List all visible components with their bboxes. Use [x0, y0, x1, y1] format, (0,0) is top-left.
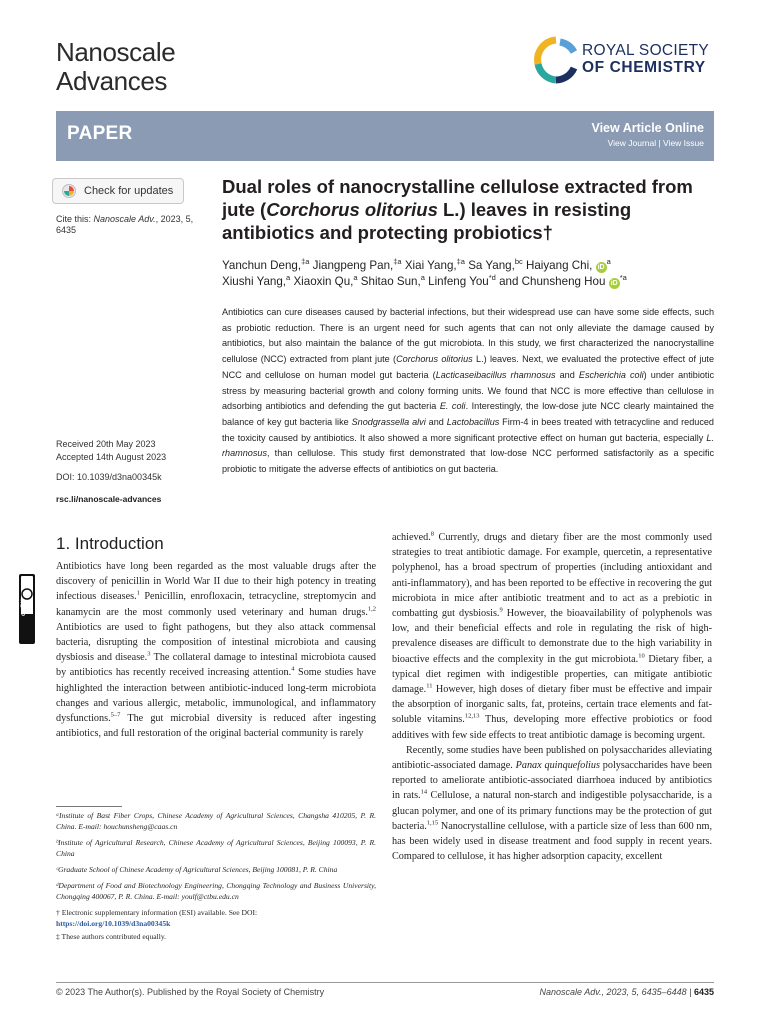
esi-doi-link[interactable]: https://doi.org/10.1039/d3na00345k: [56, 919, 171, 928]
title-part1: Dual roles of nanocrystalline cellulose extracted from jute (: [222, 176, 693, 220]
text-run: polysaccharides have been reported to ameliorate antibiotic-associated diarrhoea induced by antibiotics in rats.: [392, 760, 712, 802]
check-updates-label: Check for updates: [84, 185, 174, 197]
esi-text: † Electronic supplementary information (ESI) available. See DOI:: [56, 908, 258, 917]
received-date: Received 20th May 2023: [56, 439, 156, 449]
text-run: Penicillin, enrofloxacin, tetracycline, streptomycin and kanamycin are the most commonly used veterinary and human drugs.: [56, 591, 376, 618]
text-run: . Interestingly, the low-dose jute NCC clearly maintained the balance of key gut bacteria like: [222, 401, 714, 427]
view-article-online-link[interactable]: View Article Online: [591, 121, 704, 135]
citation-ref: 11: [426, 682, 433, 690]
author-affiliation-marker: *d: [488, 273, 496, 283]
text-run: ) under antibiotic stress by measuring bacterial growth and colony forming units. We found that NCC is more effective than cellulose in adsorbing antibiotics and defending the gut bacteria: [222, 369, 714, 412]
article-type-label: PAPER: [67, 123, 133, 144]
check-updates-icon: [62, 184, 76, 198]
citation-ref: 1: [136, 590, 140, 598]
author-affiliation-marker: a: [286, 273, 291, 283]
text-run: Thus, developing more effective probiotics or food additives with few side effects to treat antibiotic damage is becoming urgent.: [392, 714, 712, 741]
footer-divider: [56, 982, 714, 983]
text-run: The collateral damage to intestinal microbiota caused by antibiotics has recently received increasing attention.: [56, 652, 376, 679]
italic-term: Corchorus olitorius: [396, 354, 473, 365]
text-run: Recently, some studies have been published on polysaccharides alleviating antibiotic-associated damage.: [392, 744, 712, 772]
affiliation-c: ᶜGraduate School of Chinese Academy of Agricultural Sciences, Beijing 100081, P. R. China: [56, 865, 338, 874]
text-run: The gut microbial diversity is reduced after ingesting antibiotics, and full restoration of the original bacterial community is rarely: [56, 713, 376, 740]
cite-label: Cite this:: [56, 214, 92, 224]
citation-ref: 8: [430, 530, 434, 538]
article-title: [222, 175, 722, 244]
author-name: Jiangpeng Pan,: [312, 259, 394, 272]
citation-ref: 10: [638, 652, 645, 660]
section-heading-introduction: 1. Introduction: [56, 534, 164, 553]
italic-term: Lacticaseibacillus rhamnosus: [435, 369, 556, 380]
author-name: Shitao Sun,: [360, 275, 421, 288]
text-run: and: [555, 369, 579, 380]
journal-name-line2: Advances: [56, 66, 167, 96]
doi-text: DOI: 10.1039/d3na00345k: [56, 472, 162, 482]
author-name: and Chunsheng Hou: [499, 275, 606, 288]
publisher-line1: ROYAL SOCIETY: [582, 42, 710, 59]
journal-name: [56, 38, 256, 96]
citation-ref: 4: [291, 666, 295, 674]
italic-term: Snodgrassella alvi: [351, 416, 426, 427]
title-part2: L.) leaves in resisting antibiotics and protecting probiotics†: [222, 199, 632, 243]
italic-term: Escherichia coli: [578, 369, 644, 380]
author-affiliation-marker: ‡a: [393, 257, 402, 267]
affiliation-d: ᵈDepartment of Food and Biotechnology Engineering, Chongqing Technology and Business University, Chongqing 400067, P. R. China. E-mail: youlf@ctbu.edu.cn: [56, 881, 376, 901]
footer-copyright: © 2023 The Author(s). Published by the Royal Society of Chemistry: [56, 987, 325, 997]
cite-journal: Nanoscale Adv.: [93, 214, 156, 224]
author-name: Xiushi Yang,: [222, 275, 287, 288]
citation-ref: 14: [420, 789, 428, 797]
affiliation-a: ᵃInstitute of Bast Fiber Crops, Chinese Academy of Agricultural Sciences, Changsha 410205, P. R. China. E-mail: houchunsheng@caas.cn: [56, 811, 376, 831]
body-paragraph: [392, 743, 712, 865]
text-run: Cellulose, a natural non-starch and indigestible polysaccharide, is a glucan polymer, and one of its primary functions may be the protection of gut bacteria.: [392, 790, 712, 832]
received-dates: [56, 438, 216, 464]
publisher-line2: OF CHEMISTRY: [582, 59, 706, 76]
author-affiliation-marker: a: [353, 273, 358, 283]
text-run: Antibiotics can cure diseases caused by bacterial infections, but their widespread use can have some side effects, such as probiotic reduction. There is an urgent need for such agents that can not only alleviate the damage caused by antibiotics, but also maintain the balance of the gut microbiota. In this study, we first characterized the nanocrystalline cellulose (NCC) extracted from plant jute (: [222, 307, 714, 365]
author-affiliation-marker: *a: [619, 273, 627, 283]
cite-detail: , 2023, 5, 6435: [56, 214, 194, 235]
body-paragraph: [392, 530, 712, 743]
title-italic: Corchorus olitorius: [266, 199, 438, 220]
text-run: Firm-4 in bees treated with tetracycline and reduced the toxicity caused by antibiotics. It also showed a more significant protective effect on human gut bacteria, especially: [222, 416, 714, 443]
italic-term: Panax quinquefolius: [515, 760, 600, 772]
text-run: Antibiotics are used to fight pathogens, but they also attack commensal bacteria, disrupting the composition of intestinal microbiota and causing dysbiosis and disease.: [56, 621, 376, 664]
italic-term: Lactobacillus: [446, 416, 500, 427]
author-list: [222, 258, 712, 290]
orcid-icon[interactable]: iD: [597, 264, 605, 271]
text-run: achieved.: [392, 532, 431, 543]
italic-term: E. coli: [439, 401, 466, 412]
body-paragraph: [56, 559, 376, 741]
author-name: Linfeng You: [428, 275, 489, 288]
citation-info: [56, 214, 206, 236]
citation-ref: 1,2: [367, 605, 376, 613]
check-for-updates-button[interactable]: [52, 178, 184, 204]
citation-ref: 9: [499, 606, 503, 614]
author-affiliation-marker: a: [420, 273, 425, 283]
author-name: Xiai Yang,: [404, 259, 457, 272]
footer-citation: [540, 987, 715, 997]
text-run: and: [425, 416, 447, 427]
orcid-icon[interactable]: iD: [610, 280, 618, 287]
text-run: However, high doses of dietary fiber must be effective and impair the absorption of inorganic salts, fat, proteins, certain trace elements and fat-soluble vitamins.: [392, 684, 712, 726]
citation-ref: 1,15: [426, 819, 439, 827]
author-affiliation-marker: a: [606, 257, 611, 267]
license-text: cc BY: [21, 599, 27, 616]
footnotes: [56, 810, 376, 947]
text-run: However, the bioavailability of polyphenols was low, and their beneficial effects and role in regulating the risk of high-prevalence diseases are difficult to demonstrate due to the high variability in bioactive effects and the complexity in the gut microbiota.: [392, 608, 713, 665]
author-affiliation-marker: bc: [514, 257, 523, 267]
footer-citation-text: Nanoscale Adv., 2023, 5, 6435–6448 |: [539, 987, 692, 997]
abstract: [222, 305, 714, 478]
text-run: Some studies have highlighted the interaction between antibiotic-induced long-term microbiota changes and various allergic, metabolic, immunological, and inflammatory dysfunctions.: [56, 667, 376, 725]
footnote-divider: [56, 806, 122, 807]
citation-ref: 3: [147, 650, 151, 658]
author-affiliation-marker: ‡a: [456, 257, 465, 267]
right-column-body: [392, 530, 712, 864]
italic-term: L. rhamnosus: [222, 432, 714, 459]
text-run: , than cellulose. This study first demonstrated that low-dose NCC performed satisfactorily as a specific probiotic to mitigate the adverse effects of antibiotics on gut bacteria.: [222, 448, 714, 475]
publisher-name: [582, 42, 709, 76]
text-run: Dietary fiber, a typical diet regimen with indigestible properties, can mitigate antibiotic damage.: [392, 653, 712, 696]
text-run: L.) leaves. Next, we evaluated the protective effect of jute NCC and cellulose on human model gut bacteria (: [222, 354, 714, 380]
footer-page-number: 6435: [693, 987, 714, 997]
view-journal-issue-link[interactable]: View Journal | View Issue: [607, 138, 704, 148]
author-name: Xiaoxin Qu,: [293, 275, 354, 288]
author-name: Sa Yang,: [468, 259, 515, 272]
text-run: Nanocrystalline cellulose, with a particle size of less than 600 nm, has been widely used in disease treatment and food supply in recent years. Compared to cellulose, it has higher adsorption capacity, excellent: [392, 820, 712, 863]
citation-ref: 12,13: [464, 713, 480, 721]
text-run: Currently, drugs and dietary fiber are the most commonly used strategies to treat antibiotic damage. For example, quercetin, a representative polyphenol, has a broad spectrum of properties (including antioxidant and anti-inflammatory), and has been reported to be effective in recovering the gut microbiota in mice after antibiotic treatment and to act as a prebiotic in combatting gut dysbiosis.: [392, 532, 712, 620]
equal-contribution-note: ‡ These authors contributed equally.: [56, 932, 167, 941]
accepted-date: Accepted 14th August 2023: [56, 452, 167, 462]
author-name: Haiyang Chi,: [525, 259, 593, 272]
affiliation-b: ᵇInstitute of Agricultural Research, Chinese Academy of Agricultural Sciences, Beijing 100093, P. R. China: [56, 838, 376, 858]
journal-name-line1: Nanoscale: [56, 37, 176, 67]
citation-ref: 5–7: [110, 711, 121, 719]
left-column-body: [56, 559, 376, 741]
journal-link[interactable]: rsc.li/nanoscale-advances: [56, 494, 162, 504]
text-run: Antibiotics have long been regarded as the most valuable drugs after the discovery of penicillin in World War II due to their high potency in treating infectious diseases.: [56, 561, 376, 603]
author-affiliation-marker: ‡a: [301, 257, 310, 267]
esi-note: [56, 907, 376, 929]
article-type-banner: [56, 111, 714, 161]
author-name: Yanchun Deng,: [222, 259, 302, 272]
